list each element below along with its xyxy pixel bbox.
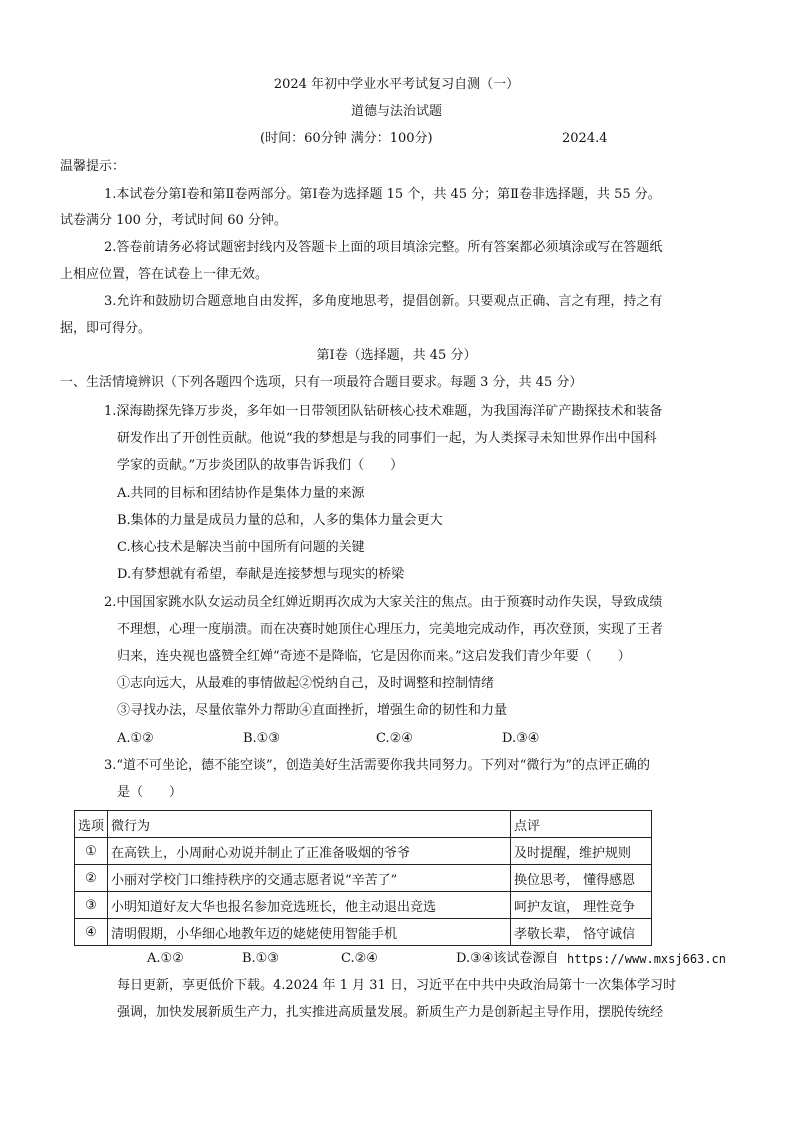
notice-label: 温馨提示： bbox=[60, 159, 126, 174]
notice-item-1-line-2: 试卷满分 100 分，考试时间 60 分钟。 bbox=[60, 213, 287, 228]
q3-stem-line-2: 是（ ） bbox=[117, 785, 183, 800]
q2-option-b: B.①③ bbox=[243, 731, 280, 746]
exam-time-info: (时间：60分钟 满分：100分) bbox=[260, 131, 433, 146]
q3-stem-line-1: 3.“道不可坐论，德不能空谈”，创造美好生活需要你我共同努力。下列对“微行为”的点评正确的 bbox=[104, 758, 650, 773]
q1-option-d: D.有梦想就有希望，奉献是连接梦想与现实的桥梁 bbox=[117, 567, 405, 582]
table-row bbox=[75, 919, 652, 946]
q1-stem-line-1: 1.深海勘探先锋万步炎，多年如一日带领团队钻研核心技术难题，为我国海洋矿产勘探技术和装备 bbox=[104, 404, 663, 419]
q4-stem-line-2: 强调，加快发展新质生产力，扎实推进高质量发展。新质生产力是创新起主导作用，摆脱传统经 bbox=[117, 1005, 664, 1020]
exam-date: 2024.4 bbox=[562, 131, 608, 146]
table-cell-comment: 孝敬长辈， 恪守诚信 bbox=[511, 919, 652, 946]
q2-stem-line-2: 不理想，心理一度崩溃。而在决赛时她顶住心理压力，完美地完成动作，再次登顶，实现了王者 bbox=[117, 622, 664, 637]
q4-stem-line-1: 每日更新，享更低价下载。4.2024 年 1 月 31 日，习近平在中共中央政治局第十一次集体学习时 bbox=[117, 978, 676, 993]
table-row bbox=[75, 865, 652, 892]
table-header-behavior: 微行为 bbox=[108, 811, 511, 838]
q2-option-a: A.①② bbox=[117, 731, 154, 746]
table-cell-comment: 及时提醒，维护规则 bbox=[511, 838, 652, 865]
table-cell-option: ③ bbox=[75, 892, 108, 919]
q2-statements-1: ①志向远大，从最难的事情做起②悦纳自己，及时调整和控制情绪 bbox=[117, 676, 495, 691]
table-header-row bbox=[75, 811, 652, 838]
table-cell-behavior: 清明假期，小华细心地教年迈的姥姥使用智能手机 bbox=[108, 919, 511, 946]
watermark-url: https://www.mxsj663.cn bbox=[567, 952, 726, 966]
q3-option-d: D.③④该试卷源自 bbox=[456, 951, 559, 966]
exam-title: 2024 年初中学业水平考试复习自测（一） bbox=[273, 77, 520, 92]
table-cell-option: ② bbox=[75, 865, 108, 892]
q1-option-b: B.集体的力量是成员力量的总和，人多的集体力量会更大 bbox=[117, 513, 443, 528]
q2-option-d: D.③④ bbox=[502, 731, 540, 746]
notice-item-1-line-1: 1.本试卷分第Ⅰ卷和第Ⅱ卷两部分。第Ⅰ卷为选择题 15 个，共 45 分；第Ⅱ卷非选择题，共 55 分。 bbox=[104, 187, 661, 202]
table-cell-behavior: 小丽对学校门口维持秩序的交通志愿者说“辛苦了” bbox=[108, 865, 511, 892]
table-cell-option: ④ bbox=[75, 919, 108, 946]
table-cell-comment: 换位思考， 懂得感恩 bbox=[511, 865, 652, 892]
table-row bbox=[75, 892, 652, 919]
section-1-heading: 一、生活情境辨识（下列各题四个选项，只有一项最符合题目要求。每题 3 分，共 45 分） bbox=[60, 375, 583, 390]
q1-stem-line-3: 学家的贡献。”万步炎团队的故事告诉我们（ ） bbox=[117, 458, 404, 473]
notice-item-3-line-2: 据，即可得分。 bbox=[60, 321, 152, 336]
notice-item-3-line-1: 3.允许和鼓励切合题意地自由发挥，多角度地思考，提倡创新。只要观点正确、言之有理，持之有 bbox=[104, 294, 663, 309]
q2-option-c: C.②④ bbox=[376, 731, 413, 746]
table-cell-comment: 呵护友谊， 理性竞争 bbox=[511, 892, 652, 919]
table-cell-behavior: 小明知道好友大华也报名参加竞选班长，他主动退出竞选 bbox=[108, 892, 511, 919]
exam-subject: 道德与法治试题 bbox=[350, 104, 442, 119]
q2-statements-2: ③寻找办法，尽量依靠外力帮助④直面挫折，增强生命的韧性和力量 bbox=[117, 703, 508, 718]
q3-option-c: C.②④ bbox=[341, 951, 378, 966]
notice-item-2-line-1: 2.答卷前请务必将试题密封线内及答题卡上面的项目填涂完整。所有答案都必须填涂或写在答题纸 bbox=[104, 240, 663, 255]
q3-option-b: B.①③ bbox=[242, 951, 279, 966]
notice-item-2-line-2: 上相应位置，答在试卷上一律无效。 bbox=[60, 267, 269, 282]
q3-option-a: A.①② bbox=[147, 951, 184, 966]
q2-stem-line-1: 2.中国国家跳水队女运动员全红婵近期再次成为大家关注的焦点。由于预赛时动作失误，导致成绩 bbox=[104, 595, 663, 610]
table-header-option: 选项 bbox=[75, 811, 108, 838]
part1-title: 第Ⅰ卷（选择题，共 45 分） bbox=[316, 348, 477, 363]
q3-table bbox=[74, 810, 652, 946]
table-cell-option: ① bbox=[75, 838, 108, 865]
q2-stem-line-3: 归来，连央视也盛赞全红婵“奇迹不是降临，它是因你而来。”这启发我们青少年要（ ） bbox=[117, 649, 631, 664]
q1-option-a: A.共同的目标和团结协作是集体力量的来源 bbox=[117, 486, 365, 501]
table-header-comment: 点评 bbox=[511, 811, 652, 838]
q1-option-c: C.核心技术是解决当前中国所有问题的关键 bbox=[117, 540, 365, 555]
table-row bbox=[75, 838, 652, 865]
table-cell-behavior: 在高铁上，小周耐心劝说并制止了正准备吸烟的爷爷 bbox=[108, 838, 511, 865]
q1-stem-line-2: 研发作出了开创性贡献。他说“我的梦想是与我的同事们一起，为人类探寻未知世界作出中国科 bbox=[117, 431, 657, 446]
